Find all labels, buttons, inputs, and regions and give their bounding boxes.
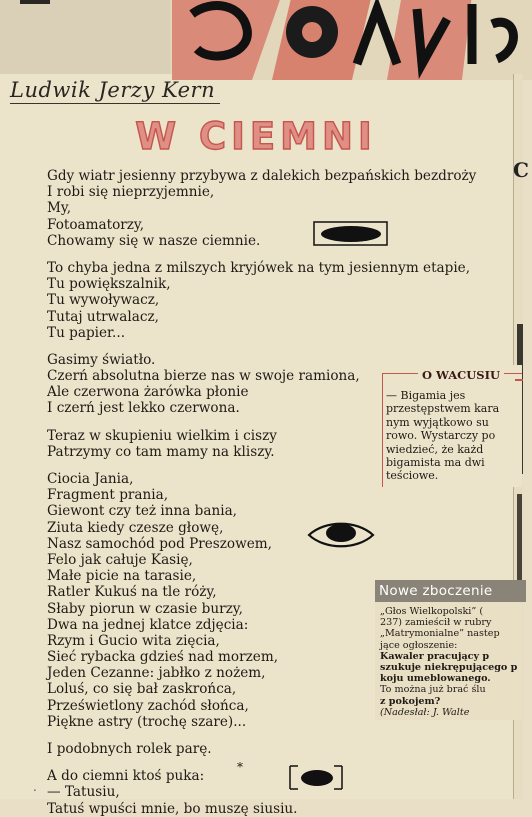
- eye-drawing-icon: [307, 518, 375, 552]
- poem-line: Tu wywoływacz,: [47, 292, 160, 309]
- author-byline: Ludwik Jerzy Kern: [10, 78, 220, 104]
- margin-dot: .: [33, 780, 37, 794]
- stanza-gap: [47, 730, 517, 741]
- decorative-banner: [0, 0, 522, 74]
- poem-line: Teraz w skupieniu wielkim i ciszy: [47, 427, 277, 444]
- poem-line: Gdy wiatr jesienny przybywa z dalekich bezpańskich bezdroży: [47, 168, 477, 184]
- clipping-heading: Nowe zboczenie: [375, 580, 526, 602]
- poem-line: Prześwietlony zachód słońca,: [47, 697, 249, 714]
- poem-line: Tutaj utrwalacz,: [47, 308, 159, 325]
- poem-line: Sieć rybacka gdzieś nad morzem,: [47, 649, 279, 666]
- poem-line: Felo jak całuje Kasię,: [47, 551, 193, 568]
- poem-line: Nasz samochód pod Preszowem,: [47, 535, 273, 552]
- poem-line: Ciocia Jania,: [47, 471, 134, 487]
- neighbour-column-letter: C: [513, 158, 529, 182]
- stanza-gap: [47, 249, 517, 260]
- poem-line: Tatuś wpuści mnie, bo muszę siusiu.: [47, 800, 298, 817]
- poem-line: Loluś, co się bał zaskrońca,: [47, 681, 237, 698]
- clipping-credit: (Nadesłał: J. Walte: [380, 706, 470, 718]
- clipping-line: 237) zamieścił w rubry: [380, 617, 492, 629]
- box-line: rowo. Wystarczy po: [386, 429, 496, 443]
- poem-line: — Tatusiu,: [47, 784, 120, 801]
- poem-line: A do ciemni ktoś puka:: [47, 768, 205, 785]
- box-body: [386, 389, 522, 483]
- film-frame-icon: [286, 764, 346, 791]
- poem-line: Czerń absolutna bierze nas w swoje ramiona,: [47, 368, 360, 385]
- poem-line: I podobnych rolek parę.: [47, 741, 212, 757]
- box-line: przestępstwem kara: [386, 402, 500, 416]
- box-line: nym wyjątkowo su: [386, 415, 489, 429]
- clipping-comment-line: z pokojem?: [380, 695, 441, 707]
- clipping-comment-line: To można już brać ślu: [380, 684, 486, 696]
- poem-line: Gasimy światło.: [47, 351, 156, 368]
- box-line: teściowe.: [386, 469, 439, 483]
- clipping-line: „Matrymonialne” nastep: [380, 628, 500, 640]
- poem-line: Ziuta kiedy czesze głowę,: [47, 519, 224, 536]
- news-clipping-box: [375, 580, 522, 720]
- poem-line: Chowamy się w nasze ciemnie.: [47, 232, 261, 249]
- box-line: wiedzieć, że każd: [386, 442, 484, 456]
- poem-line: Ale czerwona żarówka płonie: [47, 384, 249, 401]
- banner-edge-mark: [20, 0, 50, 4]
- poem-line: Piękne astry (trochę szare)...: [47, 713, 247, 730]
- clipping-ad-line: Kawaler pracujący p: [380, 650, 490, 662]
- clipping-line: „Głos Wielkopolski” (: [380, 606, 484, 617]
- box-line: bigamista ma dwi: [386, 456, 485, 470]
- clipping-line: jące ogłoszenie:: [380, 639, 458, 651]
- poem-line: Słaby piorun w czasie burzy,: [47, 600, 243, 617]
- film-negative-icon: [313, 221, 388, 246]
- clipping-body: [380, 606, 522, 718]
- stanza-gap: [47, 757, 517, 768]
- poem-line: Fragment prania,: [47, 487, 169, 504]
- stanza-gap: [47, 341, 517, 352]
- banner-paper-strip: [0, 0, 170, 74]
- wacus-joke-box: [382, 365, 522, 487]
- poem-line: I czerń jest lekko czerwona.: [47, 400, 240, 417]
- box-heading-rule: [515, 379, 523, 381]
- poem-line: Tu powiększalnik,: [47, 276, 171, 293]
- poem-line: Rzym i Gucio wita zięcia,: [47, 632, 220, 649]
- section-asterisk: *: [237, 760, 243, 774]
- poem-line: To chyba jedna z milszych kryjówek na tym jesiennym etapie,: [47, 259, 471, 276]
- poem-line: Fotoamatorzy,: [47, 216, 145, 233]
- box-heading: O WACUSIU: [418, 368, 504, 382]
- poem-title: W CIEMNI: [135, 115, 377, 158]
- clipping-ad-line: szukuje niekrępującego p: [380, 662, 518, 674]
- poem-line: Ratler Kukuś na tle róży,: [47, 584, 217, 601]
- poem-line: Dwa na jednej klatce zdjęcia:: [47, 616, 249, 633]
- poem-line: Jeden Cezanne: jabłko z nożem,: [47, 665, 266, 682]
- poem-line: Patrzymy co tam mamy na kliszy.: [47, 443, 275, 460]
- clipping-ad-line: koju umeblowanego.: [380, 673, 491, 685]
- poem-line: Małe picie na tarasie,: [47, 568, 197, 585]
- poem-line: My,: [47, 200, 72, 217]
- poem-line: Giewont czy też inna bania,: [47, 503, 237, 520]
- poem-line: I robi się nieprzyjemnie,: [47, 184, 215, 201]
- box-line: — Bigamia jes: [386, 389, 466, 402]
- banner-illustration: [172, 0, 532, 80]
- poem-line: Tu papier...: [47, 324, 126, 341]
